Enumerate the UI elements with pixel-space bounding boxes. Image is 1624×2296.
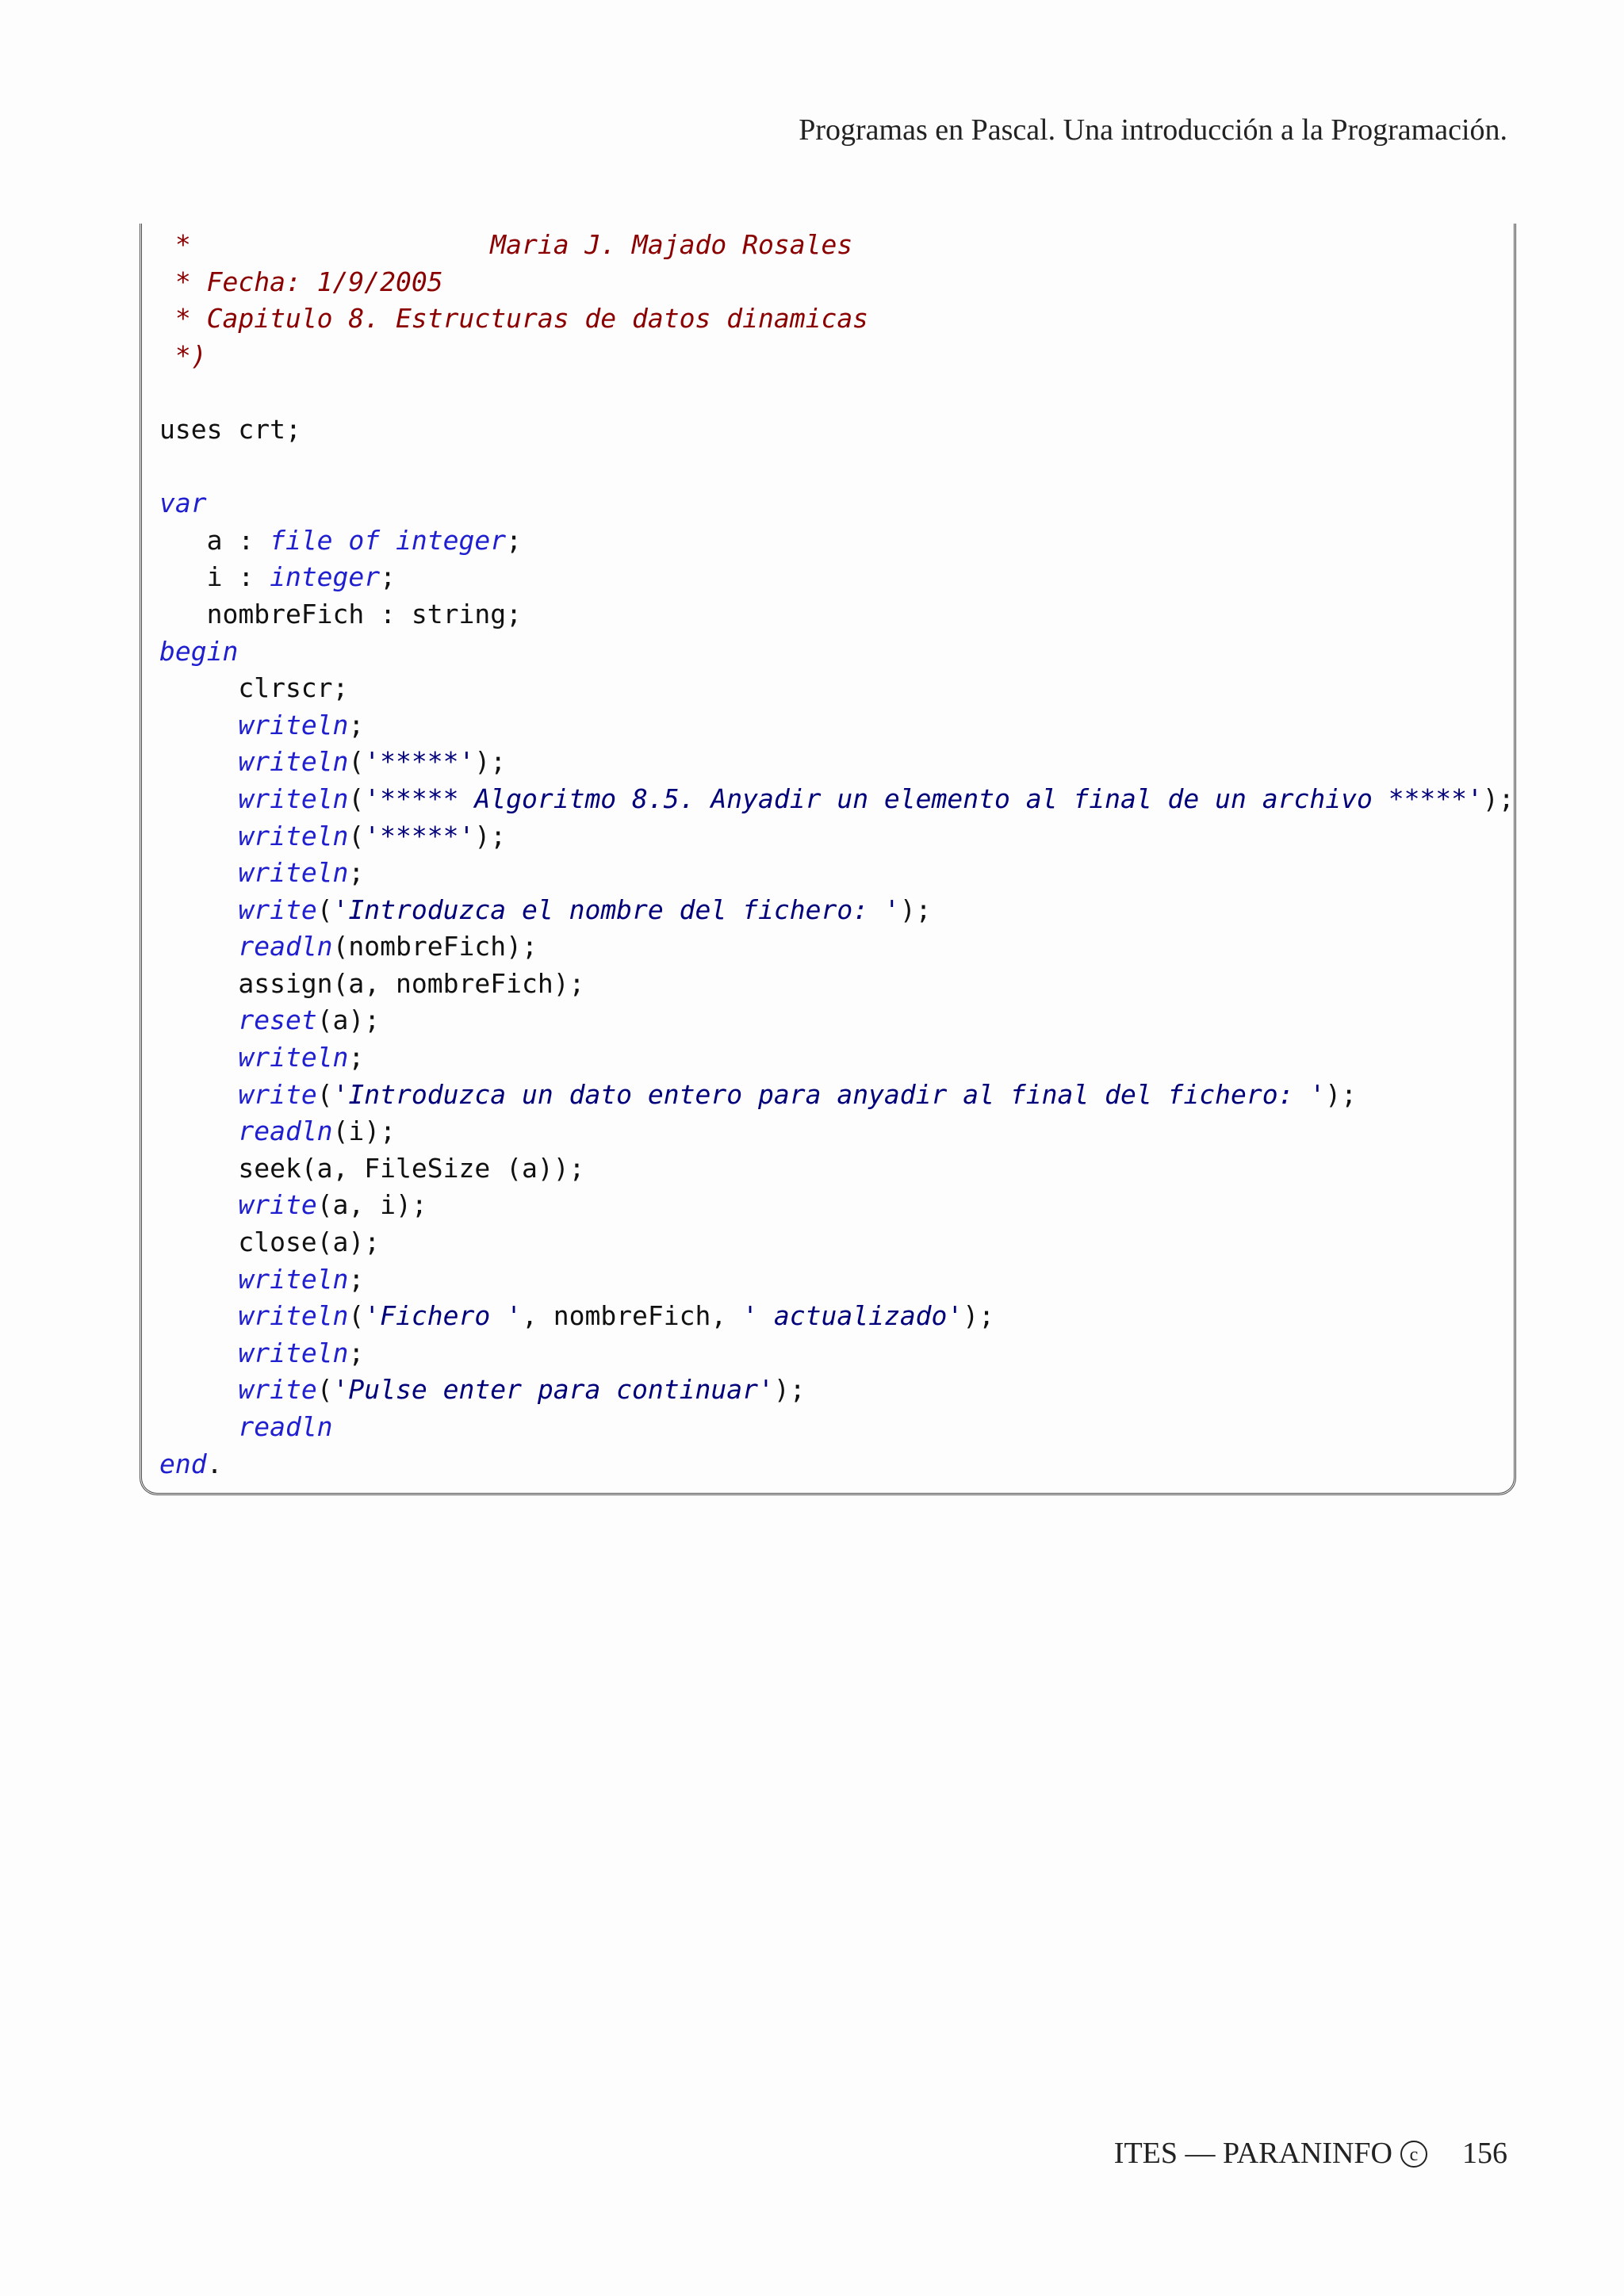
code-keyword: writeln [238,1300,349,1332]
code-text [159,1189,238,1220]
code-indent [159,266,175,297]
code-string: '*****' [364,820,475,851]
code-text [159,894,238,925]
code-text: uses crt; [159,413,301,445]
code-text: ( [316,1078,333,1110]
code-line [159,707,1515,744]
code-text: (nombreFich); [332,931,538,962]
code-indent [159,340,175,371]
code-text [159,746,238,777]
code-keyword: end [159,1448,207,1479]
code-keyword: integer [270,561,381,593]
code-line [159,300,1515,338]
code-keyword: writeln [238,709,349,740]
code-line [159,374,1515,411]
code-text: ( [316,1374,333,1406]
code-text: ); [773,1374,806,1406]
code-text [159,1115,238,1146]
code-line [159,1077,1515,1114]
code-line [159,670,1515,707]
code-text [159,821,238,851]
publisher-label: ITES — PARANINFO [1113,2137,1392,2170]
code-indent [159,229,175,260]
code-line [159,1335,1515,1372]
code-text: close(a); [159,1226,381,1258]
code-text [159,710,238,740]
code-line [159,1113,1515,1150]
code-text: ; [348,1042,365,1073]
code-text: (a); [316,1004,381,1036]
code-text: clrscr; [159,672,349,704]
code-line [159,1224,1515,1261]
code-comment: *) [174,339,207,371]
code-keyword: writeln [238,1263,349,1295]
code-indent [159,303,175,334]
code-keyword: writeln [238,1337,349,1368]
code-string: 'Pulse enter para continuar' [332,1374,774,1406]
code-string: ' actualizado' [742,1300,963,1332]
code-line [159,522,1515,560]
code-keyword: writeln [238,857,349,889]
code-line [159,1039,1515,1077]
code-line [159,892,1515,929]
code-keyword: reset [238,1004,317,1036]
code-text: ( [348,746,365,778]
code-line [159,781,1515,818]
code-line [159,1409,1515,1446]
code-text: ( [348,783,365,814]
code-text [159,1337,238,1368]
code-line [159,449,1515,486]
code-keyword: readln [238,1115,333,1147]
code-comment: * Maria J. Majado Rosales [174,229,853,260]
code-keyword: readln [238,1411,333,1442]
code-text: i : [159,561,270,593]
code-text: . [206,1448,223,1479]
code-keyword: writeln [238,820,349,851]
code-line [159,1298,1515,1335]
code-text: ); [474,746,507,778]
code-keyword: file of integer [270,524,507,556]
code-text: ); [963,1300,995,1332]
code-keyword: write [238,894,317,925]
code-string: '***** Algoritmo 8.5. Anyadir un elemento al final de un archivo *****' [364,783,1483,814]
code-keyword: write [238,1374,317,1406]
code-text: ; [348,709,365,740]
code-keyword: begin [159,635,239,667]
code-line [159,1446,1515,1483]
code-text [159,1374,238,1405]
page-footer [1114,2136,1507,2171]
code-keyword: readln [238,931,333,962]
code-text: ); [474,820,507,851]
code-text: ); [1482,783,1515,814]
code-line [159,227,1515,264]
code-line [159,1150,1515,1188]
code-keyword: var [159,488,207,519]
code-text: nombreFich : string; [159,598,522,629]
code-text [159,931,238,962]
code-string: 'Introduzca un dato entero para anyadir al final del fichero: ' [332,1078,1326,1110]
code-line [159,264,1515,301]
code-keyword: writeln [238,1042,349,1073]
code-text [159,1411,238,1442]
code-text: ; [348,1263,365,1295]
code-line [159,1002,1515,1039]
code-listing [159,227,1515,1483]
code-line [159,559,1515,596]
code-line [159,485,1515,522]
code-line [159,744,1515,781]
code-string: '*****' [364,746,475,778]
code-text: (a, i); [316,1189,427,1221]
code-text: ; [506,524,522,556]
running-header: Programas en Pascal. Una introducción a la Programación. [799,113,1507,147]
code-text [159,1300,238,1331]
code-text: ; [348,857,365,889]
page-number: 156 [1462,2137,1507,2170]
code-text: ); [899,894,932,925]
code-line [159,338,1515,375]
code-line [159,928,1515,966]
code-text [159,857,238,888]
code-text [159,783,238,814]
code-line [159,1372,1515,1409]
code-line [159,818,1515,855]
code-comment: * Fecha: 1/9/2005 [174,266,443,297]
code-string: 'Introduzca el nombre del fichero: ' [332,894,900,925]
code-text [159,1042,238,1073]
code-text: (i); [332,1115,396,1147]
code-text: ; [348,1337,365,1368]
code-text: ( [348,820,365,851]
code-line [159,855,1515,892]
code-text: ; [380,561,396,593]
code-text: , nombreFich, [521,1300,743,1332]
code-keyword: writeln [238,746,349,778]
code-text: a : [159,524,270,556]
code-string: 'Fichero ' [364,1300,522,1332]
code-line [159,596,1515,633]
code-line [159,411,1515,449]
code-text: ); [1325,1078,1357,1110]
code-comment: * Capitulo 8. Estructuras de datos dinamicas [174,303,869,335]
code-keyword: write [238,1189,317,1221]
code-text [159,1264,238,1295]
code-line [159,966,1515,1003]
code-line [159,1261,1515,1299]
code-line [159,1187,1515,1224]
copyright-icon: c [1400,2141,1427,2168]
code-keyword: write [238,1078,317,1110]
code-text [159,1079,238,1110]
code-text: ( [348,1300,365,1332]
code-text: assign(a, nombreFich); [159,967,585,999]
code-listing-frame [140,224,1516,1495]
code-text [159,1004,238,1035]
code-text: ( [316,894,333,925]
code-keyword: writeln [238,783,349,814]
code-line [159,633,1515,671]
code-text: seek(a, FileSize (a)); [159,1152,585,1184]
